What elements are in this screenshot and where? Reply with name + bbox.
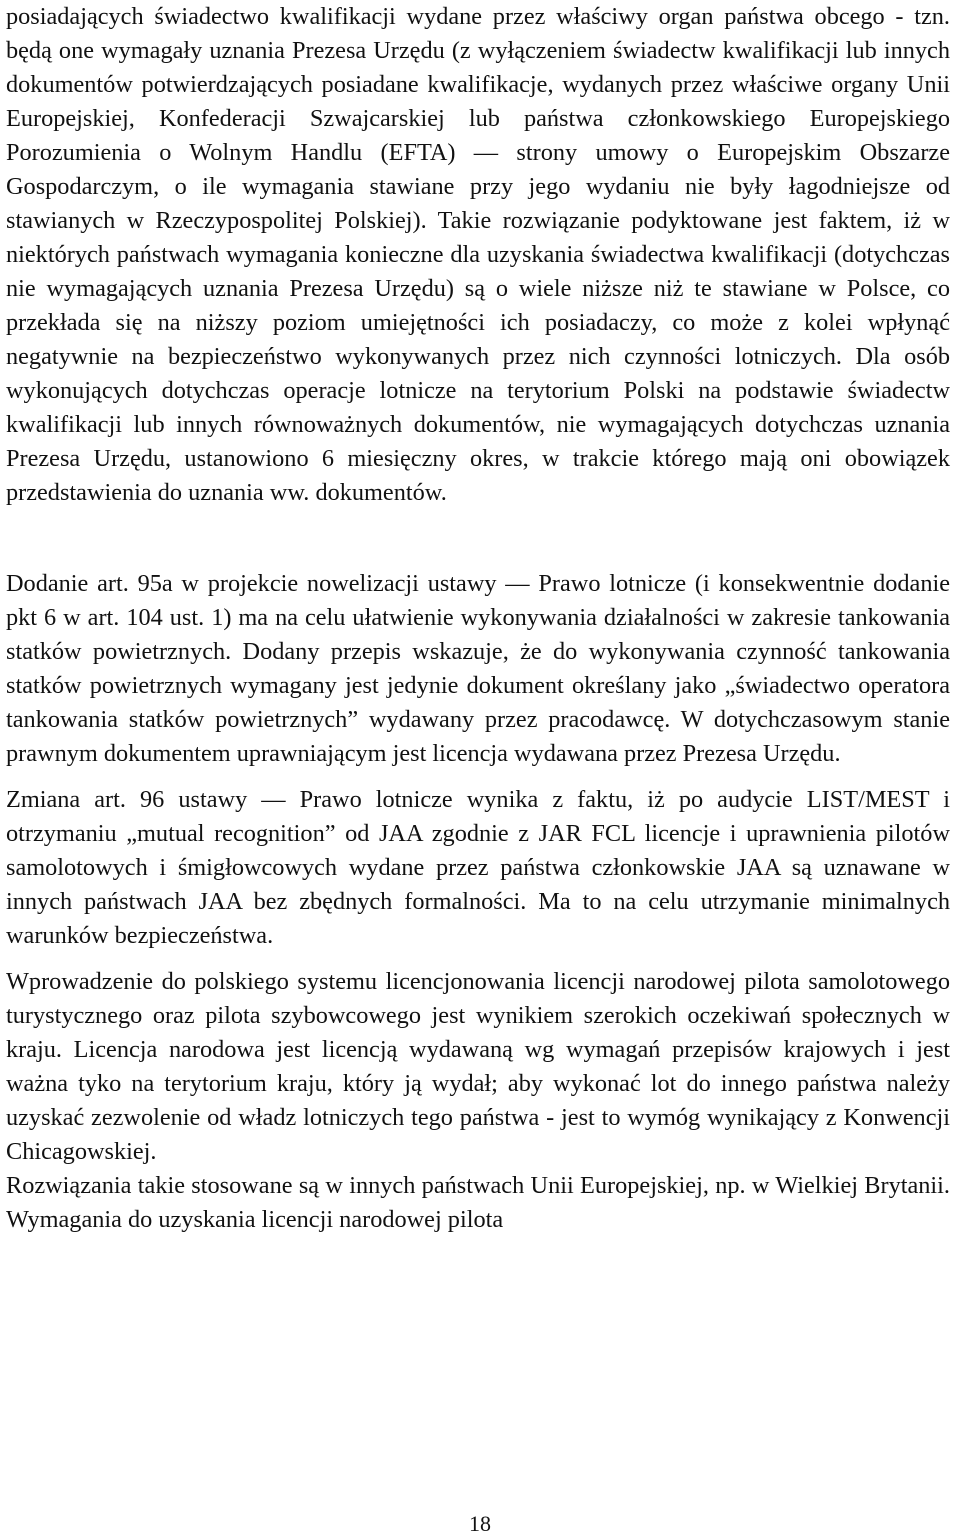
paragraph-article-95a: Dodanie art. 95a w projekcie nowelizacji ustawy — Prawo lotnicze (i konsekwentnie dodanie pkt 6 w art. 104 ust. 1) ma na celu ułatwienie wykonywania działalności w zakresie tankowania statków powietrznych. Dodany przepis wskazuje, że do wykonywania czynność tankowania statków powietrznych wymagany jest jedynie dokument określany jako „świadectwo operatora tankowania statków powietrznych” wydawany przez pracodawcę. W dotychczasowym stanie prawnym dokumentem uprawniającym jest licencja wydawana przez Prezesa Urzędu. — [6, 570, 950, 767]
document-page — [6, 0, 950, 1237]
paragraph-qualification-recognition: posiadających świadectwo kwalifikacji wydane przez właściwy organ państwa obcego - tzn. będą one wymagały uznania Prezesa Urzędu (z wyłączeniem świadectw kwalifikacji lub innych dokumentów potwierdzających posiadane kwalifikacje, wydanych przez właściwe organy Unii Europejskiej, Konfederacji Szwajcarskiej lub państwa członkowskiego Europejskiego Porozumienia o Wolnym Handlu (EFTA) — strony umowy o Europejskim Obszarze Gospodarczym, o ile wymagania stawiane przy jego wydaniu nie były łagodniejsze od stawianych w Rzeczypospolitej Polskiej). Takie rozwiązanie podyktowane jest faktem, iż w niektórych państwach wymagania konieczne dla uzyskania świadectwa kwalifikacji (dotychczas nie wymagających uznania Prezesa Urzędu) są o wiele niższe niż te stawiane w Polsce, co przekłada się na niższy poziom umiejętności ich posiadaczy, co może z kolei wpłynąć negatywnie na bezpieczeństwo wykonywanych przez nich czynności lotniczych. Dla osób wykonujących dotychczas operacje lotnicze na terytorium Polski na podstawie świadectw kwalifikacji lub innych równoważnych dokumentów, nie wymagających dotychczas uznania Prezesa Urzędu, ustanowiono 6 miesięczny okres, w trakcie którego mają oni obowiązek przedstawienia do uznania ww. dokumentów. — [6, 3, 950, 506]
paragraph-national-license: Wprowadzenie do polskiego systemu licencjonowania licencji narodowej pilota samolotowego turystycznego oraz pilota szybowcowego jest wynikiem szerokich oczekiwań społecznych w kraju. Licencja narodowa jest licencją wydawaną wg wymagań przepisów krajowych i jest ważna tyko na terytorium kraju, który ją wydał; aby wykonać lot do innego państwa należy uzyskać zezwolenie od władz lotniczych tego państwa - jest to wymóg wynikający z Konwencji Chicagowskiej. — [6, 968, 950, 1165]
page-number: 18 — [469, 1511, 491, 1536]
paragraph-eu-solutions: Rozwiązania takie stosowane są w innych państwach Unii Europejskiej, np. w Wielkiej Brytanii. Wymagania do uzyskania licencji narodowej pilota — [6, 1172, 950, 1233]
paragraph-article-96: Zmiana art. 96 ustawy — Prawo lotnicze wynika z faktu, iż po audycie LIST/MEST i otrzymaniu „mutual recognition” od JAA zgodnie z JAR FCL licencje i uprawnienia pilotów samolotowych i śmigłowcowych wydane przez państwa członkowskie JAA są uznawane w innych państwach JAA bez zbędnych formalności. Ma to na celu utrzymanie minimalnych warunków bezpieczeństwa. — [6, 786, 950, 949]
